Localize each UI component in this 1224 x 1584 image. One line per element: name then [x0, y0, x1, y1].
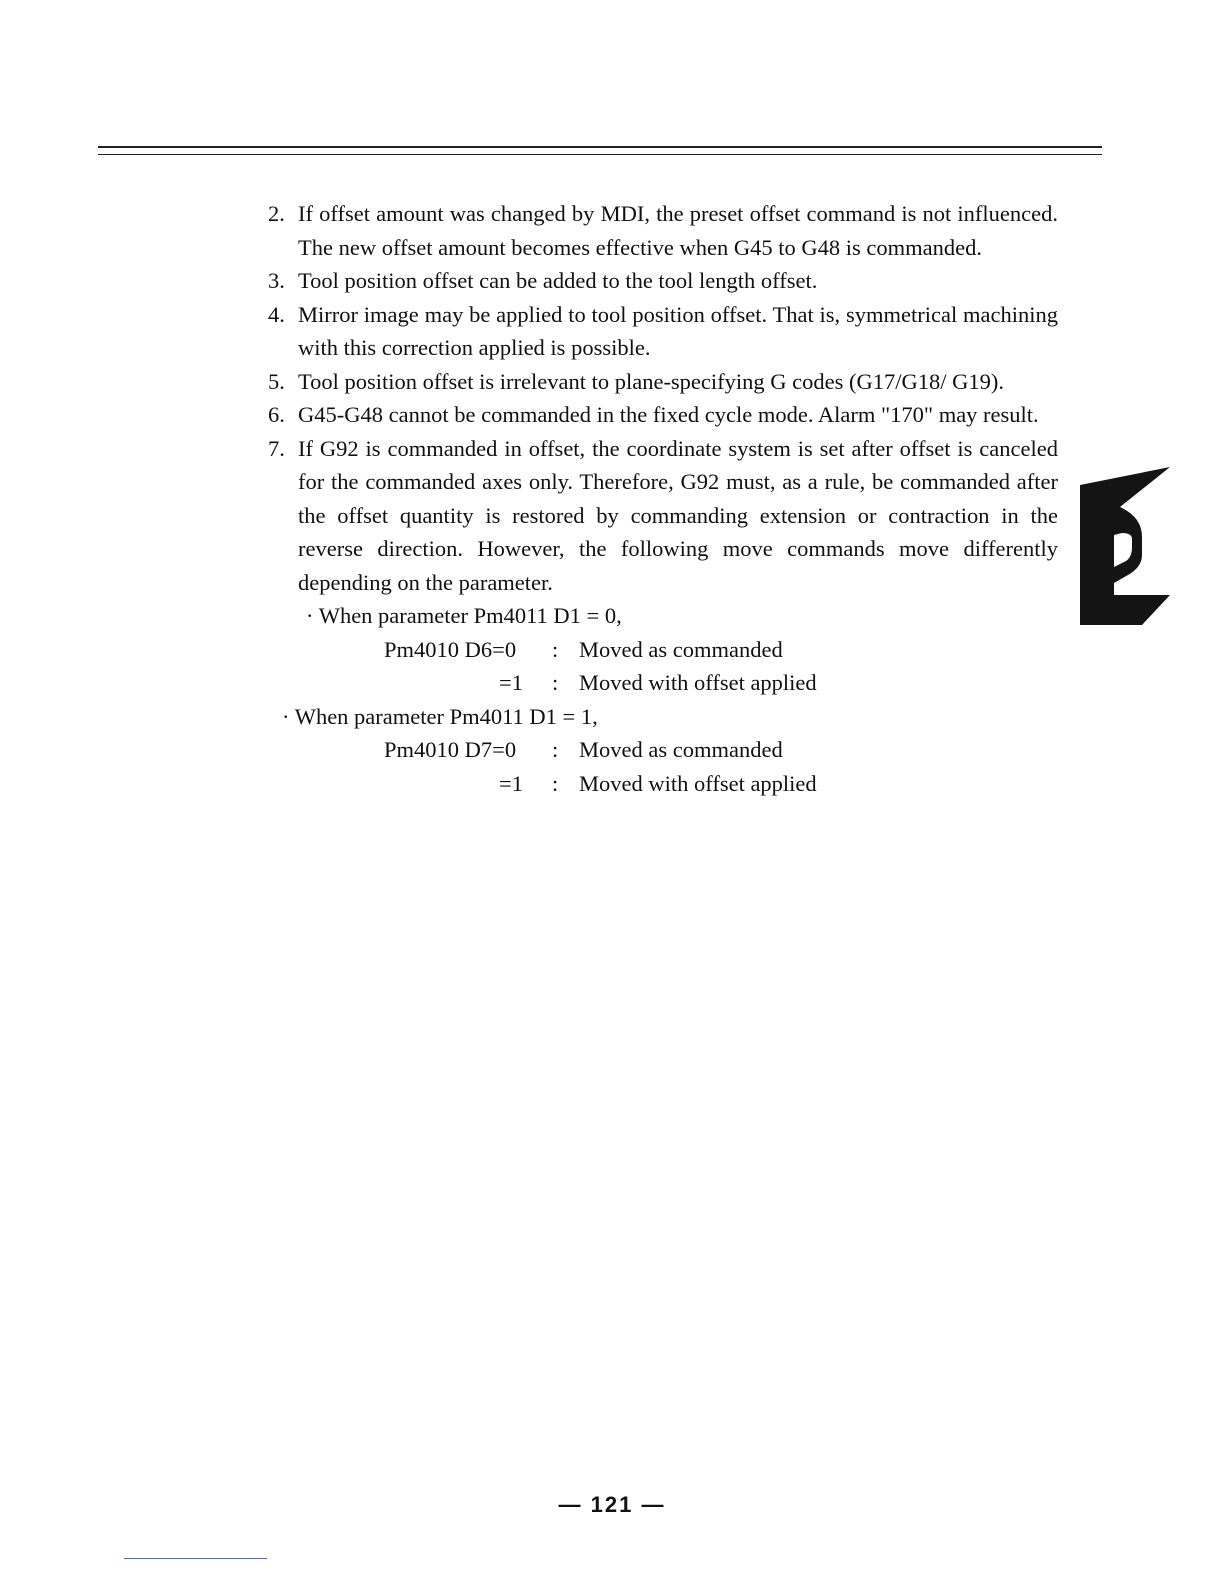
- item-number: 6.: [268, 402, 285, 427]
- chapter-tab-glyph: [1080, 467, 1170, 625]
- footer-rule: [124, 1558, 267, 1559]
- param-result: Moved as commanded: [579, 737, 783, 762]
- item-text: If G92 is commanded in offset, the coordinate system is set after offset is canceled for the commanded axes only. Therefore, G92 must, as a rule, be commanded after the offset quantity is restored by commanding extension or contraction in the reverse direction. However, the following move commands move differently depending on the parameter.: [298, 435, 1058, 595]
- param-row: [262, 733, 1058, 767]
- item-number: 3.: [268, 268, 285, 293]
- param-row: [262, 633, 1058, 667]
- header-rule-thick: [98, 146, 1102, 148]
- item-text: G45-G48 cannot be commanded in the fixed cycle mode. Alarm "170" may result.: [298, 402, 1039, 427]
- param-setting: Pm4010 D6=0: [384, 636, 517, 662]
- param-setting: =1: [499, 770, 523, 796]
- list-item-6: [262, 398, 1058, 432]
- chapter-tab-marker: [1080, 467, 1170, 625]
- condition-heading-d1-0: · When parameter Pm4011 D1 = 0,: [306, 603, 622, 628]
- param-separator: :: [552, 737, 559, 762]
- header-rule-thin: [98, 154, 1102, 155]
- item-number: 7.: [268, 435, 285, 461]
- item-number: 4.: [268, 301, 285, 327]
- param-result: Moved with offset applied: [579, 770, 817, 796]
- item-number: 5.: [268, 368, 285, 394]
- param-result: Moved as commanded: [579, 636, 783, 662]
- page-number: — 121 —: [558, 1492, 666, 1517]
- param-setting: Pm4010 D7=0: [384, 737, 517, 762]
- param-separator: :: [552, 670, 559, 695]
- item-number: 2.: [268, 201, 285, 226]
- page-body: [262, 197, 1058, 800]
- list-item-5: [262, 365, 1058, 399]
- item-text: Tool position offset is irrelevant to plane-specifying G codes (G17/G18/ G19).: [298, 368, 1004, 394]
- list-item-2: [262, 197, 1058, 264]
- param-separator: :: [552, 636, 559, 662]
- param-setting: =1: [499, 670, 523, 695]
- param-row: [262, 666, 1058, 700]
- item-text: Tool position offset can be added to the tool length offset.: [298, 268, 818, 293]
- param-result: Moved with offset applied: [579, 670, 817, 695]
- condition-heading-d1-1: · When parameter Pm4011 D1 = 1,: [282, 703, 598, 729]
- item-text: Mirror image may be applied to tool position offset. That is, symmetrical machining with this correction applied is possible.: [298, 301, 1058, 360]
- list-item-3: [262, 264, 1058, 298]
- list-item-7: [262, 432, 1058, 600]
- param-row: [262, 767, 1058, 801]
- item-text: If offset amount was changed by MDI, the preset offset command is not influenced. The new offset amount becomes effective when G45 to G48 is commanded.: [298, 201, 1058, 260]
- list-item-4: [262, 298, 1058, 365]
- param-separator: :: [552, 770, 559, 796]
